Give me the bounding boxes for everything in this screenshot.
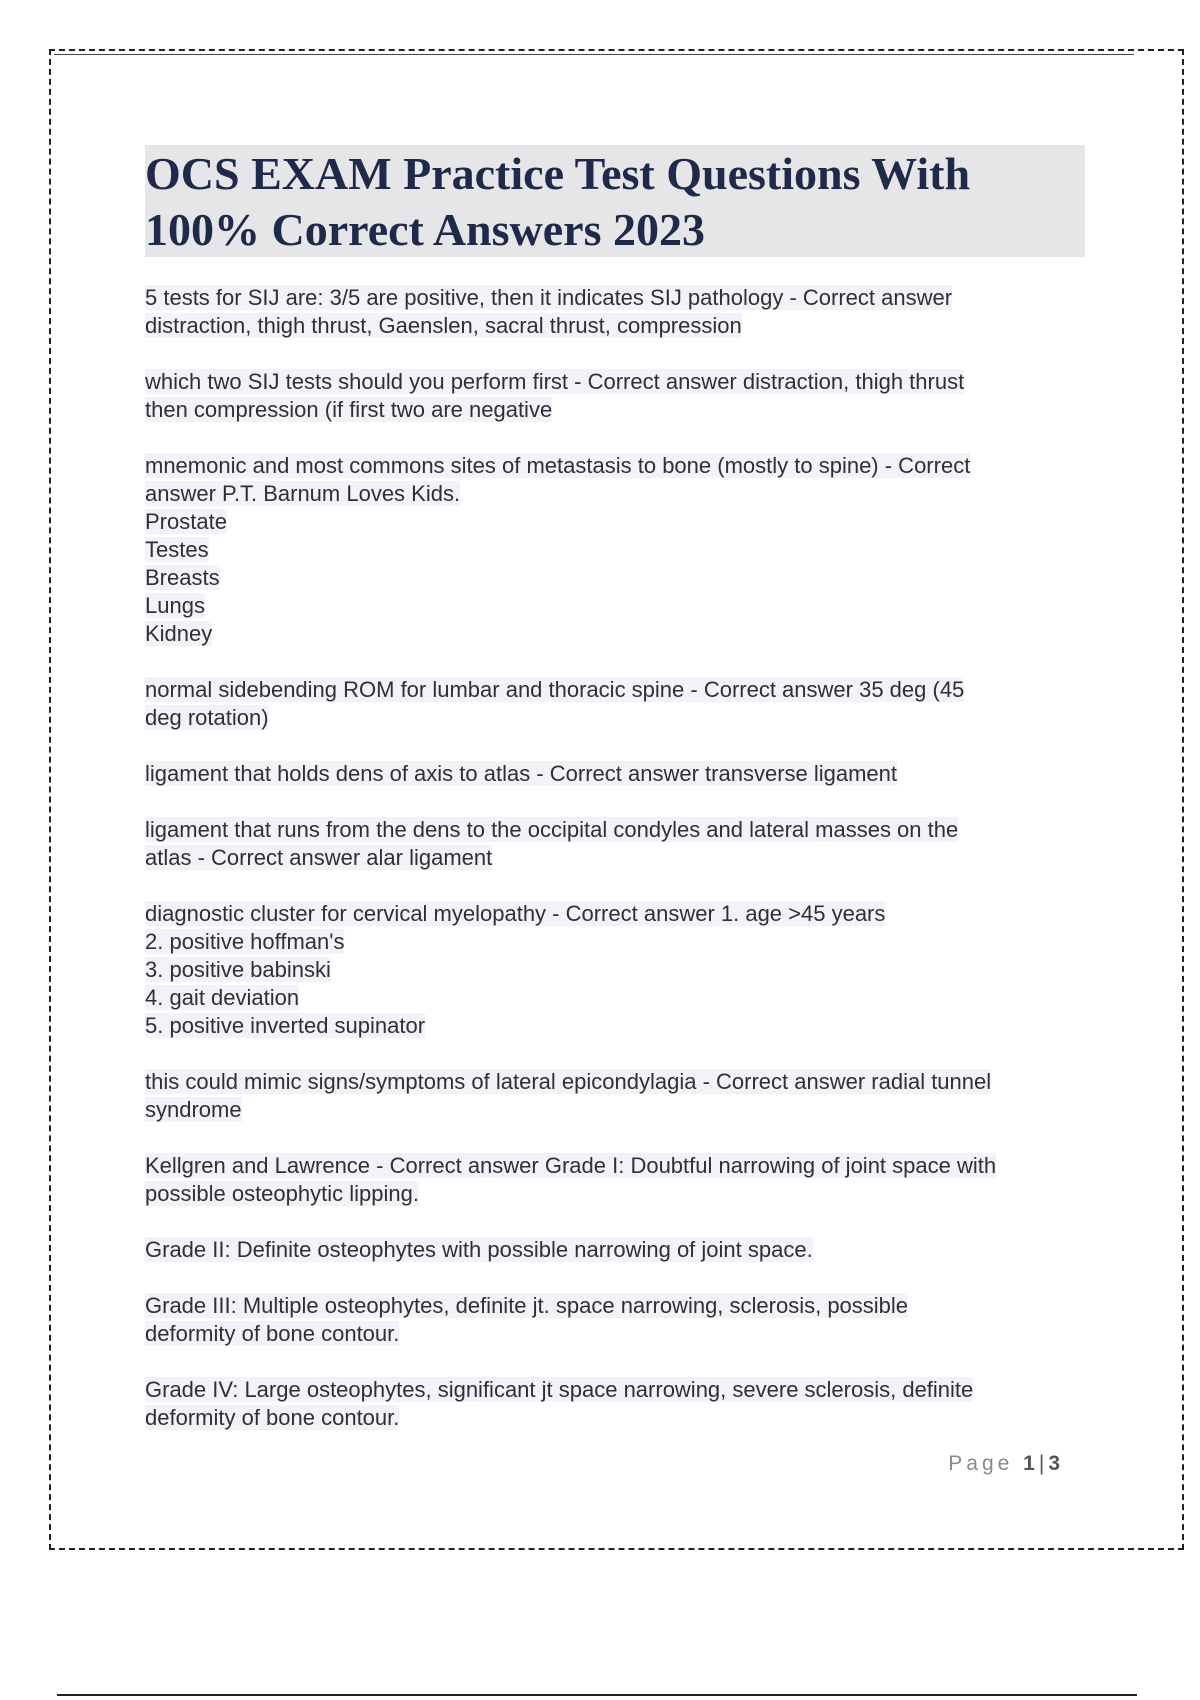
qa-entry-line: Grade II: Definite osteophytes with possible narrowing of joint space. bbox=[145, 1237, 813, 1262]
qa-entry-line: Kidney bbox=[145, 621, 213, 646]
page-separator: | bbox=[1038, 1452, 1045, 1475]
next-page-top-rule bbox=[57, 1694, 1137, 1696]
qa-entry-line: 4. gait deviation bbox=[145, 985, 300, 1010]
qa-entry-line: syndrome bbox=[145, 1097, 242, 1122]
qa-entry-line: 2. positive hoffman's bbox=[145, 929, 345, 954]
qa-entry-line: then compression (if first two are negative bbox=[145, 397, 553, 422]
qa-entry-line: deg rotation) bbox=[145, 705, 269, 730]
qa-entry bbox=[145, 1376, 1090, 1432]
document-title bbox=[145, 145, 1085, 257]
qa-entry-line: Grade III: Multiple osteophytes, definite jt. space narrowing, sclerosis, possible bbox=[145, 1293, 909, 1318]
qa-entry bbox=[145, 1236, 1090, 1264]
qa-entry-line: deformity of bone contour. bbox=[145, 1405, 400, 1430]
qa-entry-line: possible osteophytic lipping. bbox=[145, 1181, 419, 1206]
qa-entry-line: distraction, thigh thrust, Gaenslen, sacral thrust, compression bbox=[145, 313, 742, 338]
qa-entry bbox=[145, 452, 1090, 648]
page-number bbox=[948, 1452, 1060, 1476]
qa-entry-line: Testes bbox=[145, 537, 209, 562]
current-page: 1 bbox=[1023, 1452, 1035, 1475]
qa-entry-line: atlas - Correct answer alar ligament bbox=[145, 845, 493, 870]
qa-entry-line: deformity of bone contour. bbox=[145, 1321, 400, 1346]
document-title-line-1: OCS EXAM Practice Test Questions With bbox=[145, 148, 971, 199]
qa-entry-line: normal sidebending ROM for lumbar and thoracic spine - Correct answer 35 deg (45 bbox=[145, 677, 965, 702]
qa-entry-line: which two SIJ tests should you perform first - Correct answer distraction, thigh thrust bbox=[145, 369, 965, 394]
qa-entry-line: Kellgren and Lawrence - Correct answer Grade I: Doubtful narrowing of joint space with bbox=[145, 1153, 997, 1178]
qa-entry-line: mnemonic and most commons sites of metastasis to bone (mostly to spine) - Correct bbox=[145, 453, 971, 478]
qa-entry-line: Prostate bbox=[145, 509, 227, 534]
qa-entry bbox=[145, 368, 1090, 424]
qa-entry-line: Grade IV: Large osteophytes, significant jt space narrowing, severe sclerosis, definite bbox=[145, 1377, 974, 1402]
qa-entry-line: this could mimic signs/symptoms of lateral epicondylagia - Correct answer radial tunnel bbox=[145, 1069, 992, 1094]
qa-entry-line: answer P.T. Barnum Loves Kids. bbox=[145, 481, 461, 506]
qa-entry bbox=[145, 1152, 1090, 1208]
page-border-top-rule bbox=[54, 54, 1134, 55]
page-label: Page bbox=[948, 1452, 1014, 1475]
qa-entry bbox=[145, 900, 1090, 1040]
qa-entry-line: 3. positive babinski bbox=[145, 957, 331, 982]
qa-entry-line: ligament that holds dens of axis to atlas - Correct answer transverse ligament bbox=[145, 761, 898, 786]
question-answer-list bbox=[145, 284, 1090, 1460]
qa-entry-line: 5 tests for SIJ are: 3/5 are positive, then it indicates SIJ pathology - Correct answer bbox=[145, 285, 953, 310]
qa-entry bbox=[145, 284, 1090, 340]
qa-entry bbox=[145, 1068, 1090, 1124]
qa-entry-line: Breasts bbox=[145, 565, 220, 590]
qa-entry-line: ligament that runs from the dens to the occipital condyles and lateral masses on the bbox=[145, 817, 959, 842]
document-title-line-2: 100% Correct Answers 2023 bbox=[145, 204, 705, 255]
qa-entry bbox=[145, 1292, 1090, 1348]
qa-entry-line: diagnostic cluster for cervical myelopathy - Correct answer 1. age >45 years bbox=[145, 901, 886, 926]
qa-entry-line: 5. positive inverted supinator bbox=[145, 1013, 426, 1038]
qa-entry bbox=[145, 816, 1090, 872]
qa-entry-line: Lungs bbox=[145, 593, 205, 618]
total-pages: 3 bbox=[1048, 1452, 1060, 1475]
qa-entry bbox=[145, 676, 1090, 732]
qa-entry bbox=[145, 760, 1090, 788]
